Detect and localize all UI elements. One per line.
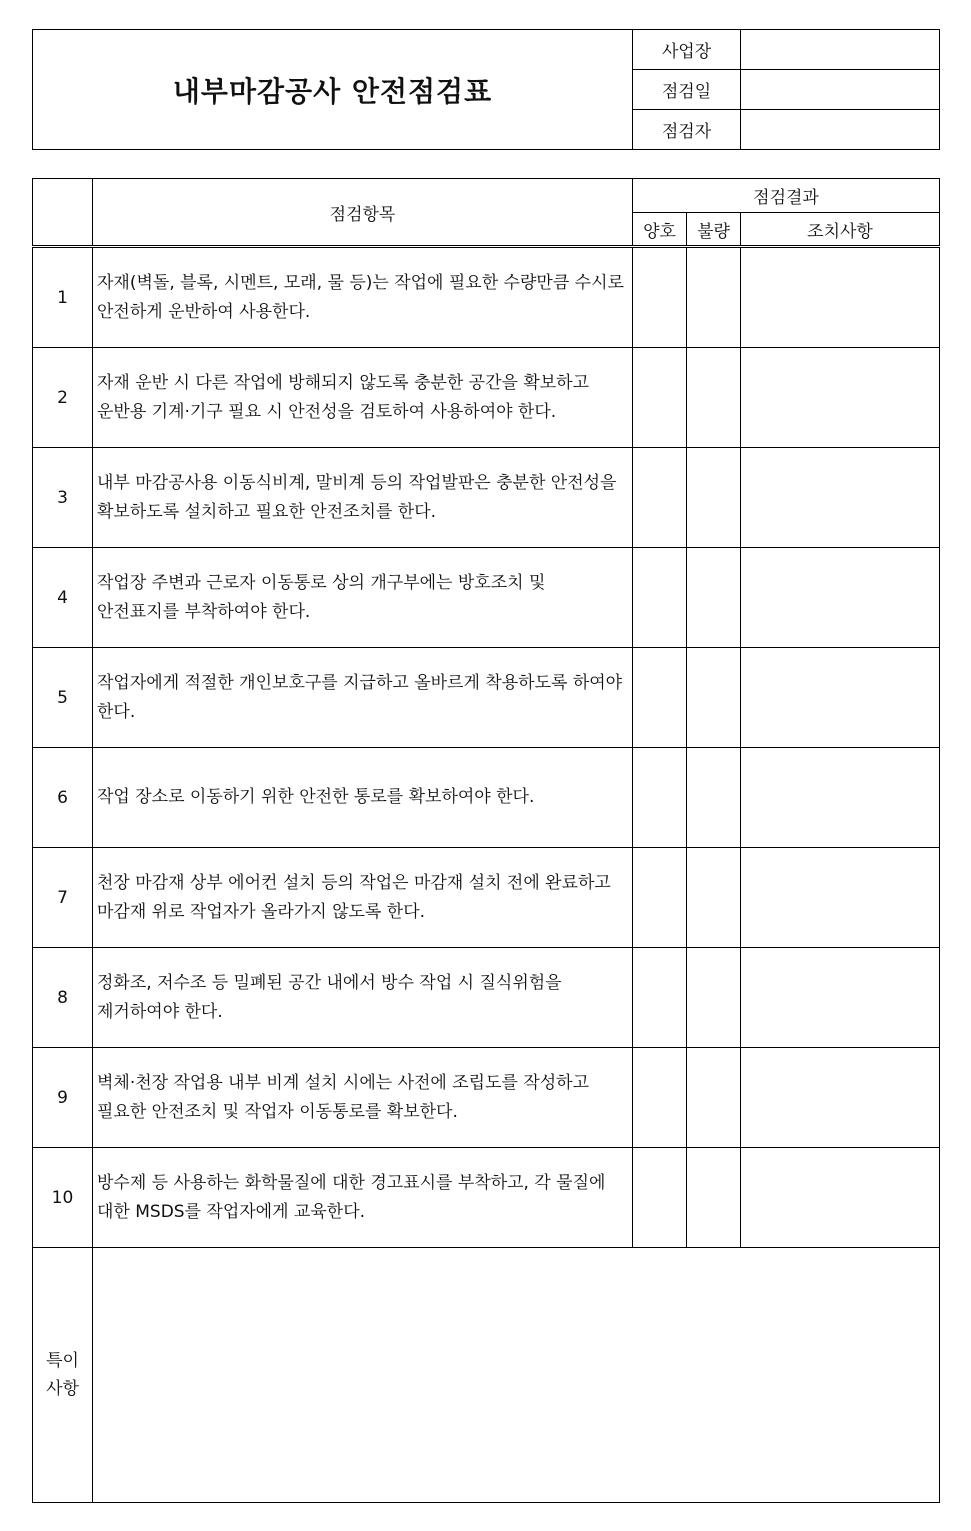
- table-row: [33, 848, 940, 948]
- bad-check-cell[interactable]: [687, 1148, 741, 1248]
- row-number: 1: [33, 247, 93, 348]
- row-number: 3: [33, 448, 93, 548]
- bad-check-cell[interactable]: [687, 247, 741, 348]
- notes-field[interactable]: [93, 1248, 940, 1503]
- item-header: 점검항목: [93, 179, 633, 247]
- action-cell[interactable]: [741, 748, 940, 848]
- action-cell[interactable]: [741, 1148, 940, 1248]
- row-item-text: 작업장 주변과 근로자 이동통로 상의 개구부에는 방호조치 및 안전표지를 부착하여야 한다.: [93, 548, 633, 648]
- action-cell[interactable]: [741, 247, 940, 348]
- good-check-cell[interactable]: [633, 1048, 687, 1148]
- notes-label-line1: 특이: [46, 1351, 79, 1371]
- notes-label-line2: 사항: [46, 1379, 79, 1399]
- good-check-cell[interactable]: [633, 748, 687, 848]
- good-check-cell[interactable]: [633, 448, 687, 548]
- bad-check-cell[interactable]: [687, 448, 741, 548]
- row-item-text: 자재(벽돌, 블록, 시멘트, 모래, 물 등)는 작업에 필요한 수량만큼 수시로 안전하게 운반하여 사용한다.: [93, 247, 633, 348]
- action-cell[interactable]: [741, 948, 940, 1048]
- row-item-text: 자재 운반 시 다른 작업에 방해되지 않도록 충분한 공간을 확보하고 운반용 기계·기구 필요 시 안전성을 검토하여 사용하여야 한다.: [93, 348, 633, 448]
- good-check-cell[interactable]: [633, 648, 687, 748]
- page-title: 내부마감공사 안전점검표: [33, 30, 633, 150]
- notes-row: [33, 1248, 940, 1503]
- good-check-cell[interactable]: [633, 548, 687, 648]
- checklist-table: [32, 178, 940, 1503]
- table-row: [33, 1148, 940, 1248]
- action-cell[interactable]: [741, 448, 940, 548]
- action-cell[interactable]: [741, 848, 940, 948]
- result-header: 점검결과: [633, 179, 940, 213]
- bad-check-cell[interactable]: [687, 1048, 741, 1148]
- inspector-label: 점검자: [633, 110, 741, 150]
- row-item-text: 방수제 등 사용하는 화학물질에 대한 경고표시를 부착하고, 각 물질에 대한 MSDS를 작업자에게 교육한다.: [93, 1148, 633, 1248]
- action-cell[interactable]: [741, 1048, 940, 1148]
- action-cell[interactable]: [741, 548, 940, 648]
- table-row: [33, 748, 940, 848]
- row-number: 7: [33, 848, 93, 948]
- row-number: 5: [33, 648, 93, 748]
- inspection-date-label: 점검일: [633, 70, 741, 110]
- inspection-date-field[interactable]: [741, 70, 940, 110]
- good-check-cell[interactable]: [633, 247, 687, 348]
- good-check-cell[interactable]: [633, 848, 687, 948]
- table-row: [33, 348, 940, 448]
- row-item-text: 작업 장소로 이동하기 위한 안전한 통로를 확보하여야 한다.: [93, 748, 633, 848]
- inspector-field[interactable]: [741, 110, 940, 150]
- row-number: 6: [33, 748, 93, 848]
- row-number: 2: [33, 348, 93, 448]
- bad-check-cell[interactable]: [687, 948, 741, 1048]
- site-label: 사업장: [633, 30, 741, 70]
- header-table: [32, 29, 940, 150]
- row-number: 10: [33, 1148, 93, 1248]
- row-number: 4: [33, 548, 93, 648]
- table-row: [33, 247, 940, 348]
- row-item-text: 내부 마감공사용 이동식비계, 말비계 등의 작업발판은 충분한 안전성을 확보하도록 설치하고 필요한 안전조치를 한다.: [93, 448, 633, 548]
- bad-check-cell[interactable]: [687, 548, 741, 648]
- bad-check-cell[interactable]: [687, 748, 741, 848]
- bad-check-cell[interactable]: [687, 848, 741, 948]
- bad-check-cell[interactable]: [687, 648, 741, 748]
- number-header: [33, 179, 93, 247]
- table-row: [33, 548, 940, 648]
- good-check-cell[interactable]: [633, 948, 687, 1048]
- bad-header: 불량: [687, 213, 741, 247]
- row-number: 8: [33, 948, 93, 1048]
- table-row: [33, 948, 940, 1048]
- good-check-cell[interactable]: [633, 1148, 687, 1248]
- row-item-text: 작업자에게 적절한 개인보호구를 지급하고 올바르게 착용하도록 하여야 한다.: [93, 648, 633, 748]
- action-cell[interactable]: [741, 648, 940, 748]
- good-header: 양호: [633, 213, 687, 247]
- bad-check-cell[interactable]: [687, 348, 741, 448]
- table-row: [33, 1048, 940, 1148]
- notes-label: [33, 1248, 93, 1503]
- table-row: [33, 448, 940, 548]
- row-number: 9: [33, 1048, 93, 1148]
- row-item-text: 정화조, 저수조 등 밀폐된 공간 내에서 방수 작업 시 질식위험을 제거하여야 한다.: [93, 948, 633, 1048]
- action-cell[interactable]: [741, 348, 940, 448]
- table-row: [33, 648, 940, 748]
- action-header: 조치사항: [741, 213, 940, 247]
- good-check-cell[interactable]: [633, 348, 687, 448]
- row-item-text: 벽체·천장 작업용 내부 비계 설치 시에는 사전에 조립도를 작성하고 필요한 안전조치 및 작업자 이동통로를 확보한다.: [93, 1048, 633, 1148]
- site-value-field[interactable]: [741, 30, 940, 70]
- row-item-text: 천장 마감재 상부 에어컨 설치 등의 작업은 마감재 설치 전에 완료하고 마감재 위로 작업자가 올라가지 않도록 한다.: [93, 848, 633, 948]
